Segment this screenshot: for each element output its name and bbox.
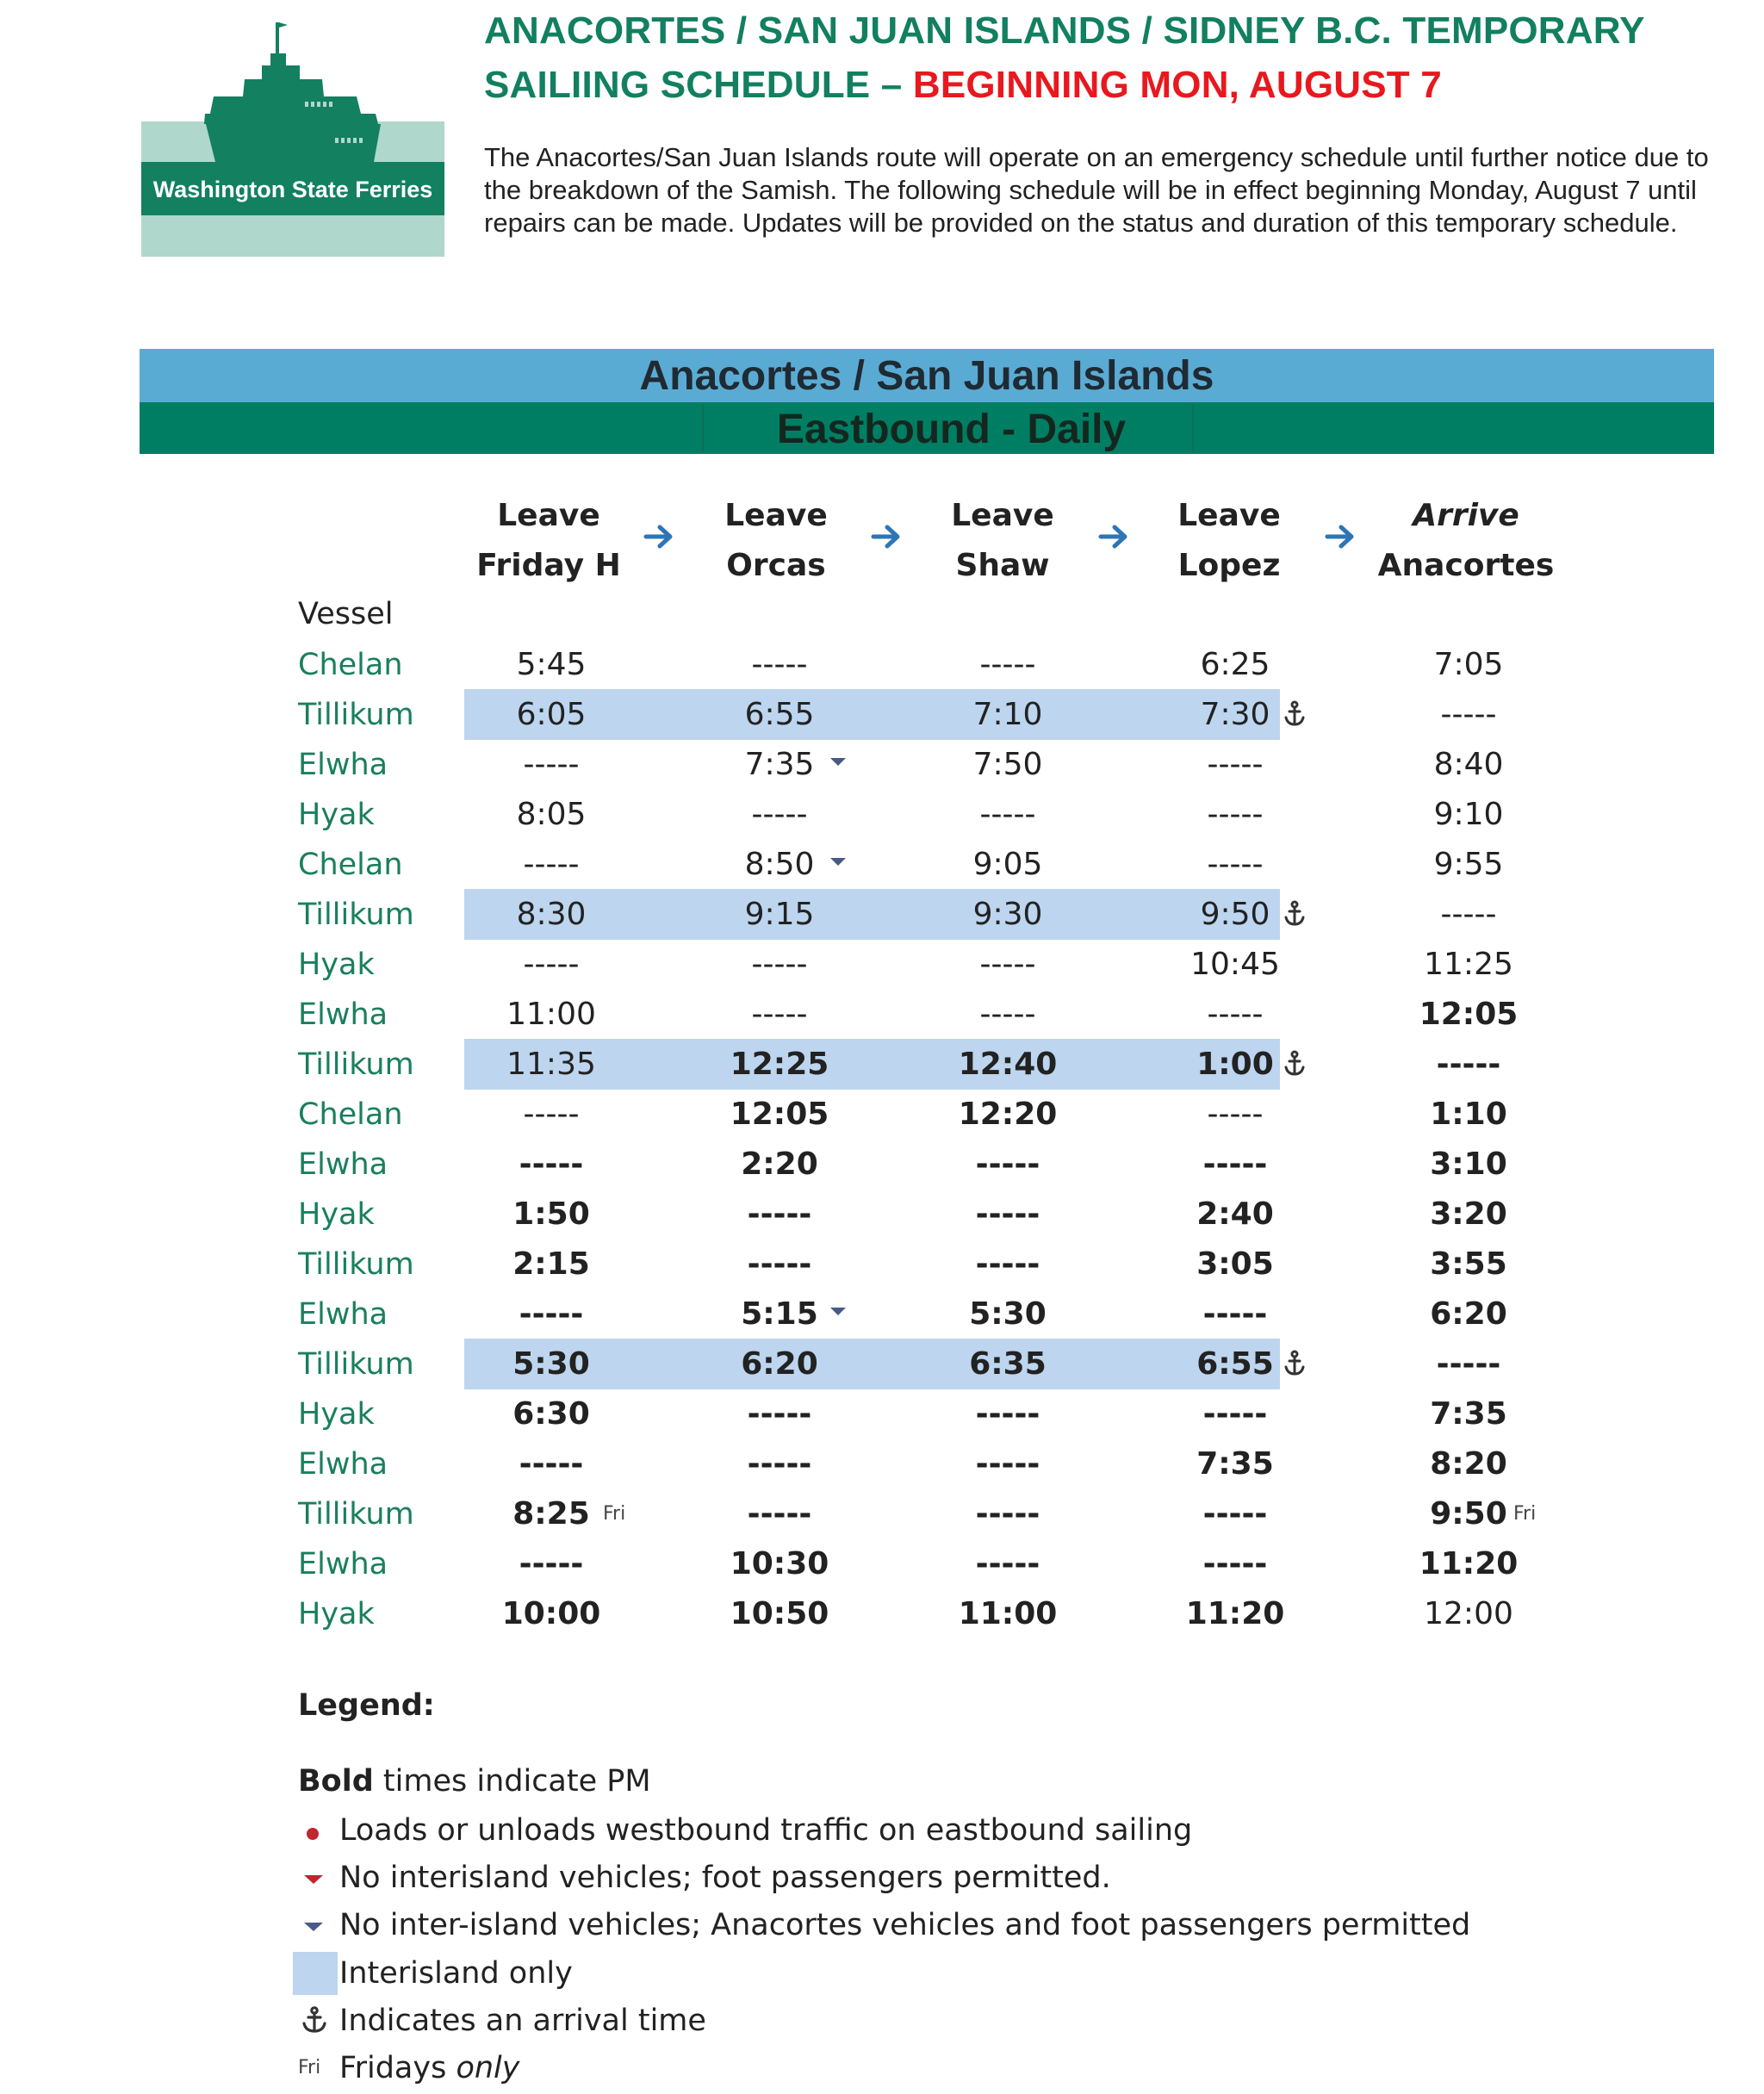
column-header-line2: Anacortes bbox=[1377, 548, 1555, 583]
fri-label: Fri bbox=[1513, 1503, 1537, 1525]
legend-text: Loads or unloads westbound traffic on eastbound sailing bbox=[339, 1813, 1193, 1848]
time-cell: ----- bbox=[751, 947, 808, 982]
time-cell: 9:30 bbox=[972, 897, 1043, 932]
time-cell: 3:55 bbox=[1430, 1246, 1507, 1282]
legend-title: Legend: bbox=[298, 1688, 435, 1723]
column-header-friday-harbor bbox=[445, 491, 652, 591]
time-cell: ----- bbox=[747, 1246, 812, 1282]
time-cell: ----- bbox=[747, 1496, 812, 1532]
time-cell: ----- bbox=[1202, 1146, 1268, 1182]
wsf-logo bbox=[141, 17, 444, 257]
time-cell: 7:50 bbox=[972, 747, 1043, 782]
time-cell: ----- bbox=[975, 1196, 1040, 1232]
time-cell: ----- bbox=[751, 647, 808, 682]
time-cell: ----- bbox=[979, 647, 1036, 682]
legend-bold-rest: times indicate PM bbox=[373, 1764, 651, 1799]
time-cell: ----- bbox=[979, 797, 1036, 832]
vessel-name: Hyak bbox=[298, 1197, 375, 1232]
vessel-name: Tillikum bbox=[298, 698, 414, 732]
time-cell: 12:20 bbox=[958, 1097, 1058, 1132]
time-cell: ----- bbox=[975, 1496, 1040, 1532]
anchor-icon bbox=[1281, 1040, 1310, 1090]
legend-bold-note bbox=[298, 1760, 651, 1803]
time-cell: 9:15 bbox=[744, 897, 815, 932]
time-cell: ----- bbox=[1440, 897, 1497, 932]
legend-item-arrival bbox=[298, 1998, 1762, 2043]
column-header-line2: Orcas bbox=[726, 548, 826, 583]
time-cell: 6:55 bbox=[1196, 1346, 1274, 1382]
time-cell: 5:30 bbox=[512, 1346, 590, 1382]
time-cell: ----- bbox=[975, 1446, 1040, 1482]
column-header-lopez bbox=[1126, 491, 1332, 591]
time-cell: ----- bbox=[747, 1196, 812, 1232]
time-cell: 7:35 bbox=[1430, 1396, 1507, 1432]
time-cell: 9:50 bbox=[1430, 1496, 1507, 1532]
legend-text bbox=[339, 2046, 520, 2091]
time-cell: 5:45 bbox=[516, 647, 587, 682]
time-cell: 10:00 bbox=[501, 1596, 601, 1631]
time-cell: 2:20 bbox=[741, 1146, 818, 1182]
red-dot-icon bbox=[298, 1808, 341, 1853]
column-header-line1: Leave bbox=[724, 498, 828, 533]
vessel-name: Hyak bbox=[298, 798, 375, 832]
anchor-icon bbox=[1281, 890, 1310, 940]
time-cell: ----- bbox=[1440, 697, 1497, 732]
legend-item-no-vehicles-anacortes bbox=[298, 1903, 1762, 1948]
time-cell: 10:45 bbox=[1190, 947, 1280, 982]
intro-paragraph: The Anacortes/San Juan Islands route will operate on an emergency schedule until further notice due to the breakdown of the Samish. The following schedule will be in effect beginning Monday, August 7 until repairs can be made. Updates will be provided on the status and duration of this temporary schedule. bbox=[484, 142, 1709, 238]
blue-triangle-icon bbox=[826, 840, 852, 890]
page-title bbox=[484, 3, 1724, 112]
time-cell: 8:20 bbox=[1430, 1446, 1507, 1482]
time-cell: 12:05 bbox=[1419, 997, 1519, 1032]
time-cell: 7:30 bbox=[1200, 697, 1270, 732]
table-row bbox=[0, 990, 1764, 1040]
time-cell: 1:50 bbox=[512, 1196, 590, 1232]
column-header-anacortes bbox=[1354, 491, 1578, 591]
vessel-name: Elwha bbox=[298, 1447, 388, 1482]
time-cell: 12:00 bbox=[1424, 1596, 1513, 1631]
table-row bbox=[0, 840, 1764, 890]
red-triangle-icon bbox=[298, 1855, 341, 1900]
anchor-icon bbox=[1281, 1339, 1310, 1389]
time-cell: ----- bbox=[1202, 1296, 1268, 1332]
vessel-column-label: Vessel bbox=[298, 597, 394, 631]
time-cell: 3:10 bbox=[1430, 1146, 1507, 1182]
time-cell: ----- bbox=[523, 1097, 580, 1132]
vessel-name: Elwha bbox=[298, 748, 388, 782]
time-cell: ----- bbox=[1436, 1047, 1501, 1082]
column-header-line1: Arrive bbox=[1413, 498, 1519, 533]
time-cell: ----- bbox=[747, 1396, 812, 1432]
time-cell: 6:35 bbox=[969, 1346, 1047, 1382]
time-cell: ----- bbox=[1207, 847, 1264, 882]
time-cell: 11:00 bbox=[958, 1596, 1058, 1631]
title-line-2-red: BEGINNING MON, AUGUST 7 bbox=[912, 64, 1442, 106]
vessel-name: Elwha bbox=[298, 1547, 388, 1581]
title-line-1: ANACORTES / SAN JUAN ISLANDS / SIDNEY B.C. TEMPORARY bbox=[484, 9, 1645, 52]
table-row bbox=[0, 1589, 1764, 1639]
time-cell: 11:20 bbox=[1419, 1546, 1519, 1581]
vessel-name: Hyak bbox=[298, 1397, 375, 1432]
time-cell: 8:50 bbox=[744, 847, 815, 882]
logo-text: Washington State Ferries bbox=[152, 177, 433, 202]
time-cell: 9:50 bbox=[1200, 897, 1270, 932]
column-header-shaw bbox=[899, 491, 1106, 591]
legend-bold-word: Bold bbox=[298, 1764, 374, 1799]
time-cell: 7:35 bbox=[744, 747, 815, 782]
column-header-line1: Leave bbox=[1177, 498, 1281, 533]
time-cell: ----- bbox=[751, 997, 808, 1032]
time-cell: 8:05 bbox=[516, 797, 587, 832]
legend-item-no-vehicles-foot bbox=[298, 1855, 1762, 1900]
legend-text: No inter-island vehicles; Anacortes vehicles and foot passengers permitted bbox=[339, 1908, 1471, 1942]
time-cell: ----- bbox=[1436, 1346, 1501, 1382]
time-cell: ----- bbox=[979, 997, 1036, 1032]
blue-triangle-icon bbox=[826, 1289, 852, 1339]
table-row bbox=[0, 790, 1764, 840]
time-cell: ----- bbox=[975, 1246, 1040, 1282]
time-cell: 3:20 bbox=[1430, 1196, 1507, 1232]
right-arrow-icon bbox=[870, 519, 904, 554]
legend-item-westbound bbox=[298, 1808, 1762, 1853]
time-cell: ----- bbox=[523, 947, 580, 982]
time-cell: 3:05 bbox=[1196, 1246, 1274, 1282]
vessel-name: Tillikum bbox=[298, 898, 414, 932]
time-cell: 7:05 bbox=[1433, 647, 1504, 682]
time-cell: ----- bbox=[979, 947, 1036, 982]
time-cell: 12:05 bbox=[730, 1097, 829, 1132]
table-row bbox=[0, 1439, 1764, 1489]
fri-label: Fri bbox=[603, 1503, 626, 1525]
time-cell: ----- bbox=[1207, 797, 1264, 832]
route-title: Anacortes / San Juan Islands bbox=[639, 353, 1214, 399]
time-cell: ----- bbox=[519, 1296, 584, 1332]
time-cell: 6:30 bbox=[512, 1396, 590, 1432]
column-header-line2: Lopez bbox=[1177, 548, 1281, 583]
fri-label: Fri bbox=[298, 2057, 321, 2078]
time-cell: ----- bbox=[747, 1446, 812, 1482]
table-row bbox=[0, 1289, 1764, 1339]
blue-triangle-icon bbox=[298, 1903, 341, 1948]
time-cell: 7:35 bbox=[1196, 1446, 1274, 1482]
time-cell: ----- bbox=[523, 847, 580, 882]
table-row bbox=[0, 1090, 1764, 1140]
right-arrow-icon bbox=[1324, 519, 1358, 554]
time-cell: ----- bbox=[975, 1396, 1040, 1432]
time-cell: ----- bbox=[975, 1146, 1040, 1182]
time-cell: ----- bbox=[1207, 997, 1264, 1032]
time-cell: 11:25 bbox=[1424, 947, 1513, 982]
time-cell: 2:15 bbox=[512, 1246, 590, 1282]
vessel-name: Chelan bbox=[298, 848, 403, 882]
time-cell: ----- bbox=[1202, 1546, 1268, 1581]
column-header-line1: Leave bbox=[951, 498, 1054, 533]
time-cell: 11:00 bbox=[506, 997, 596, 1032]
time-cell: 8:30 bbox=[516, 897, 587, 932]
time-cell: 11:35 bbox=[506, 1047, 596, 1082]
vessel-name: Chelan bbox=[298, 648, 403, 682]
time-cell: 6:20 bbox=[741, 1346, 818, 1382]
table-row bbox=[0, 1489, 1764, 1539]
table-row bbox=[0, 1190, 1764, 1240]
time-cell: ----- bbox=[1207, 1097, 1264, 1132]
time-cell: ----- bbox=[1207, 747, 1264, 782]
vessel-name: Tillikum bbox=[298, 1247, 414, 1282]
column-header-orcas bbox=[673, 491, 879, 591]
table-row bbox=[0, 640, 1764, 690]
column-header-line2: Friday H bbox=[476, 548, 621, 583]
time-cell: 5:15 bbox=[741, 1296, 818, 1332]
table-row bbox=[0, 690, 1764, 740]
legend-item-interisland bbox=[298, 1951, 1762, 1996]
time-cell: ----- bbox=[1202, 1496, 1268, 1532]
direction-title: Eastbound - Daily bbox=[776, 407, 1127, 452]
anchor-icon bbox=[1281, 690, 1310, 740]
title-line-2-green: SAILIING SCHEDULE – bbox=[484, 64, 903, 106]
table-row bbox=[0, 740, 1764, 790]
time-cell: 9:55 bbox=[1433, 847, 1504, 882]
vessel-name: Tillikum bbox=[298, 1347, 414, 1382]
time-cell: ----- bbox=[519, 1546, 584, 1581]
time-cell: ----- bbox=[523, 747, 580, 782]
table-row bbox=[0, 1040, 1764, 1090]
time-cell: 10:50 bbox=[730, 1596, 829, 1631]
time-cell: 9:10 bbox=[1433, 797, 1504, 832]
time-cell: 1:10 bbox=[1430, 1097, 1507, 1132]
legend-item-fridays bbox=[298, 2046, 1762, 2091]
anchor-icon bbox=[298, 1998, 341, 2043]
time-cell: 12:40 bbox=[958, 1047, 1058, 1082]
vessel-name: Hyak bbox=[298, 948, 375, 982]
table-row bbox=[0, 1539, 1764, 1589]
table-row bbox=[0, 1339, 1764, 1389]
column-header-line2: Shaw bbox=[955, 548, 1050, 583]
time-cell: 5:30 bbox=[969, 1296, 1047, 1332]
time-cell: 8:25 bbox=[512, 1496, 590, 1532]
legend-text: No interisland vehicles; foot passengers permitted. bbox=[339, 1861, 1111, 1895]
table-row bbox=[0, 940, 1764, 990]
interisland-swatch bbox=[293, 1952, 338, 1995]
right-arrow-icon bbox=[1097, 519, 1132, 554]
time-cell: ----- bbox=[1202, 1396, 1268, 1432]
vessel-name: Elwha bbox=[298, 1297, 388, 1332]
legend-only: only bbox=[456, 2051, 520, 2085]
legend-text: Indicates an arrival time bbox=[339, 2004, 706, 2038]
blue-triangle-icon bbox=[826, 740, 852, 790]
table-row bbox=[0, 1240, 1764, 1289]
vessel-name: Elwha bbox=[298, 997, 388, 1032]
right-arrow-icon bbox=[643, 519, 677, 554]
legend-fridays: Fridays bbox=[339, 2051, 447, 2085]
time-cell: 11:20 bbox=[1185, 1596, 1285, 1631]
time-cell: 1:00 bbox=[1196, 1047, 1274, 1082]
title-line-2 bbox=[484, 58, 1724, 112]
vessel-name: Tillikum bbox=[298, 1047, 414, 1082]
time-cell: ----- bbox=[519, 1446, 584, 1482]
time-cell: 6:05 bbox=[516, 697, 587, 732]
vessel-name: Elwha bbox=[298, 1147, 388, 1182]
time-cell: ----- bbox=[751, 797, 808, 832]
vessel-name: Hyak bbox=[298, 1597, 375, 1631]
time-cell: 6:20 bbox=[1430, 1296, 1507, 1332]
time-cell: 7:10 bbox=[972, 697, 1043, 732]
time-cell: 9:05 bbox=[972, 847, 1043, 882]
table-row bbox=[0, 890, 1764, 940]
legend-text: Interisland only bbox=[339, 1956, 573, 1991]
time-cell: ----- bbox=[519, 1146, 584, 1182]
table-row bbox=[0, 1389, 1764, 1439]
column-header-line1: Leave bbox=[497, 498, 600, 533]
time-cell: 6:25 bbox=[1200, 647, 1270, 682]
vessel-name: Tillikum bbox=[298, 1497, 414, 1532]
time-cell: 12:25 bbox=[730, 1047, 829, 1082]
time-cell: ----- bbox=[975, 1546, 1040, 1581]
table-row bbox=[0, 1140, 1764, 1190]
time-cell: 10:30 bbox=[730, 1546, 829, 1581]
time-cell: 2:40 bbox=[1196, 1196, 1274, 1232]
time-cell: 6:55 bbox=[744, 697, 815, 732]
vessel-name: Chelan bbox=[298, 1097, 403, 1132]
time-cell: 8:40 bbox=[1433, 747, 1504, 782]
